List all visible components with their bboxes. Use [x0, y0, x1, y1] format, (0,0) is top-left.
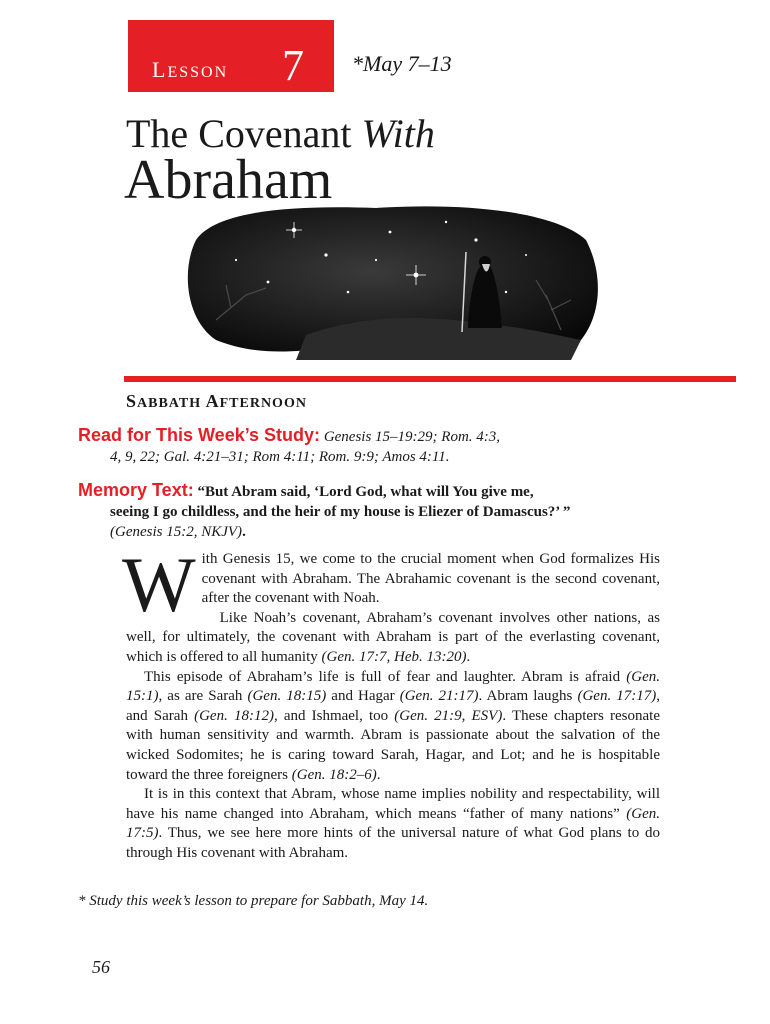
body-p2-end: .	[466, 648, 471, 665]
body-p2-text: Like Noah’s covenant, Abraham’s covenant involves other nations, as well, for ultimately, the covenant with Abraham is part of the everlasting covenant, which is offered to all humanity	[126, 609, 660, 665]
memory-quote-line2: seeing I go childless, and the heir of my house is Eliezer of Damascus?’ ”	[110, 504, 571, 520]
scripture-ref: (Gen. 17:17)	[577, 688, 657, 705]
footnote: * Study this week’s lesson to prepare for Sabbath, May 14.	[78, 893, 429, 909]
section-divider	[124, 376, 736, 382]
body-p3-e: , and Sarah	[126, 688, 660, 724]
section-heading-rest2: FTERNOON	[219, 396, 307, 411]
lesson-badge	[128, 20, 334, 92]
section-heading	[126, 391, 307, 412]
read-for-study	[78, 425, 678, 467]
body-p3-b: , as are Sarah	[158, 688, 248, 705]
lesson-date: *May 7–13	[352, 51, 452, 76]
body-p3-g: . These chapters resonate with human sensitivity and warmth. Abram is passionate about the salvation of the wicked Sodomites; he is caring toward Sarah, Hagar, and Lot; and he is hospitable toward the three foreigners	[126, 707, 660, 783]
read-refs-line1: Genesis 15–19:29; Rom. 4:3,	[320, 429, 501, 445]
body-p4-a: It is in this context that Abram, whose name implies nobility and respectability, will have his name changed into Abraham, which means “father of many nations”	[126, 786, 660, 822]
drop-cap: W	[122, 541, 196, 628]
body-p3-c: and Hagar	[326, 688, 400, 705]
scripture-ref: (Gen. 21:9, ESV)	[394, 707, 503, 724]
scripture-ref: (Gen. 15:1)	[126, 668, 660, 705]
page-title-line2: Abraham	[124, 149, 333, 211]
scripture-ref: (Gen. 17:5)	[126, 805, 660, 842]
body-p3-a: This episode of Abraham’s life is full of fear and laughter. Abram is afraid	[144, 668, 627, 685]
body-p3-f: , and Ishmael, too	[273, 707, 395, 724]
lesson-label-cap: L	[152, 57, 168, 82]
lesson-label-rest: ESSON	[167, 64, 229, 81]
section-heading-cap2: A	[205, 391, 220, 411]
title-italic: With	[361, 111, 435, 156]
lesson-body	[122, 541, 660, 864]
section-heading-cap1: S	[126, 391, 138, 411]
body-paragraph-2	[126, 609, 660, 668]
memory-citation: (Genesis 15:2, NKJV)	[110, 524, 243, 540]
lesson-label	[152, 57, 228, 83]
body-paragraph-3	[126, 668, 660, 786]
read-refs-line2: 4, 9, 22; Gal. 4:21–31; Rom 4:11; Rom. 9:9; Amos 4:11.	[110, 449, 450, 465]
page-number: 56	[92, 957, 110, 977]
lesson-number: 7	[282, 41, 304, 90]
body-p4-b: . Thus, we see here more hints of the universal nature of what God plans to do through His covenant with Abraham.	[126, 825, 660, 861]
scripture-ref: (Gen. 18:2–6)	[291, 766, 377, 783]
memory-end: .	[242, 524, 246, 540]
scripture-ref: (Gen. 17:7, Heb. 13:20)	[321, 648, 467, 665]
section-heading-rest1: ABBATH	[137, 396, 206, 411]
memory-quote-line1: “But Abram said, ‘Lord God, what will You give me,	[193, 484, 534, 500]
read-label: Read for This Week’s Study:	[78, 425, 321, 445]
title-main: The Covenant	[126, 111, 362, 156]
scripture-ref: (Gen. 21:17)	[399, 688, 479, 705]
scripture-ref: (Gen. 18:12)	[194, 707, 274, 724]
memory-text	[78, 480, 678, 542]
memory-label: Memory Text:	[78, 480, 194, 500]
body-paragraph-1	[122, 541, 660, 628]
body-p3-d: . Abram laughs	[478, 688, 578, 705]
abraham-night-sky-illustration	[176, 200, 606, 365]
body-p1-text: ith Genesis 15, we come to the crucial moment when God formalizes His covenant with Abraham. The Abrahamic covenant is the second covenant, after the covenant with Noah.	[201, 551, 660, 607]
body-p3-h: .	[376, 766, 381, 783]
scripture-ref: (Gen. 18:15)	[247, 688, 327, 705]
body-paragraph-4	[126, 785, 660, 863]
